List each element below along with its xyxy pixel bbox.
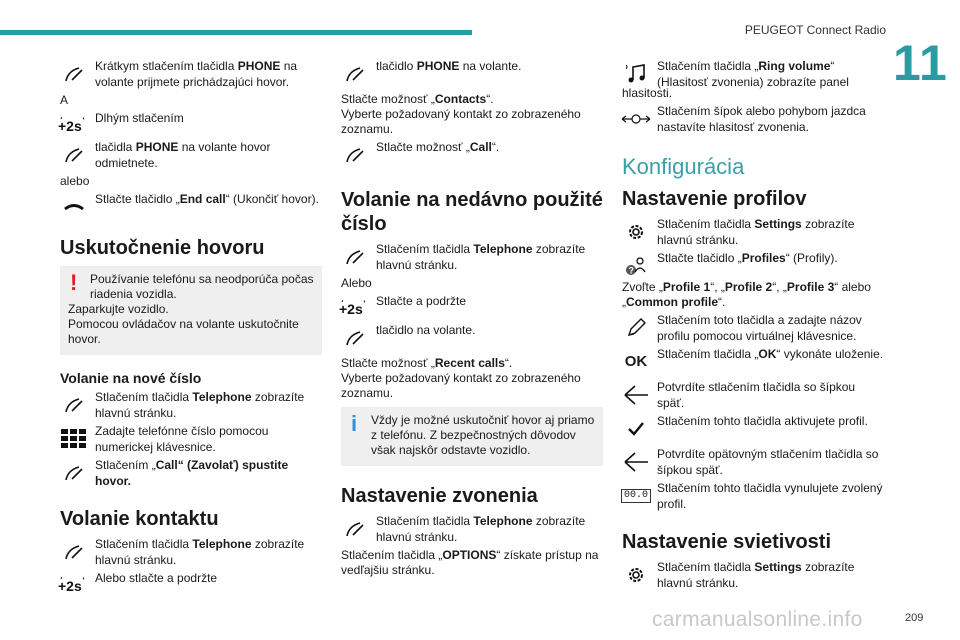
profile-question-icon (620, 251, 652, 281)
heading-brightness: Nastavenie svietivosti (622, 531, 831, 553)
step-phone-button: tlačidlo PHONE na volante. (341, 59, 603, 89)
heading-ringtone: Nastavenie zvonenia (341, 485, 538, 507)
step-call-option: Stlačte možnosť „Call“. (341, 140, 603, 170)
long-press-2s-icon (58, 111, 90, 141)
info-note: i Vždy je možné uskutočniť hovor aj priamo z telefónu. Z bezpečnostných dôvodov však najskôr odstavte vozidlo. (341, 407, 603, 466)
steering-wheel-press-icon (58, 537, 90, 567)
para-options: Stlačením tlačidla „OPTIONS“ získate prístup na vedľajšiu stránku. (341, 548, 599, 577)
steering-wheel-press-icon (58, 458, 90, 488)
header-title: PEUGEOT Connect Radio (744, 23, 886, 37)
para-a: A (60, 93, 69, 107)
step-back-confirm: Potvrdíte stlačením tlačidla so šípkou späť. (622, 380, 884, 411)
heading-make-call: Uskutočnenie hovoru (60, 237, 265, 259)
warning-note: ! Používanie telefónu sa neodporúča počas riadenia vozidla. Zaparkujte vozidlo. Pomocou ovládačov na volante uskutočnite hovor. (60, 266, 322, 355)
ok-icon: OK (624, 353, 648, 371)
para-recent-calls: Stlačte možnosť „Recent calls“. Vyberte požadovaný kontakt zo zobrazeného zoznamu. (341, 356, 581, 400)
para-alebo-2: Alebo (341, 276, 372, 290)
step-enter-number: Zadajte telefónne číslo pomocou numerickej klávesnice. (60, 424, 322, 455)
svg-text:+2s: +2s (339, 301, 363, 317)
steering-wheel-press-icon (58, 140, 90, 170)
column-2 (341, 56, 603, 578)
step-telephone-main-4: Stlačením tlačidla Telephone zobrazíte hlavnú stránku. (341, 514, 603, 545)
reset-icon: 00.0 (620, 481, 652, 511)
step-settings: Stlačením tlačidla Settings zobrazíte hlavnú stránku. (622, 217, 884, 248)
step-telephone-main: Stlačením tlačidla Telephone zobrazíte hlavnú stránku. (60, 390, 322, 421)
steering-wheel-press-icon (339, 323, 371, 353)
step-telephone-main-2: Stlačením tlačidla Telephone zobrazíte hlavnú stránku. (60, 537, 322, 568)
info-icon: i (351, 411, 358, 436)
step-profiles: ? Stlačte tlačidlo „Profiles“ (Profily). (622, 251, 884, 277)
step-end-call: Stlačte tlačidlo „End call“ (Ukončiť hovor). (60, 192, 322, 218)
svg-text:?: ? (628, 265, 634, 276)
heading-configuration: Konfigurácia (622, 154, 745, 179)
svg-text:+2s: +2s (58, 118, 82, 134)
para-alebo: alebo (60, 174, 90, 188)
heading-call-contact: Volanie kontaktu (60, 508, 219, 530)
step-back-confirm-2: Potvrdíte opätovným stlačením tlačidla so šípkou späť. (622, 447, 884, 478)
step-reset-profile: 00.0 Stlačením tohto tlačidla vynulujete zvolený profil. (622, 481, 884, 512)
svg-text:+2s: +2s (58, 578, 82, 594)
step-press-hold: +2s Alebo stlačte a podržte (60, 571, 322, 597)
step-long-press: +2s Dlhým stlačením (60, 111, 322, 137)
column-3 (622, 56, 884, 591)
back-arrow-icon (620, 380, 652, 410)
step-profile-name: Stlačením toto tlačidla a zadajte názov profilu pomocou virtuálnej klávesnice. (622, 313, 884, 344)
steering-wheel-press-icon (58, 59, 90, 89)
heading-profiles: Nastavenie profilov (622, 188, 807, 210)
hang-up-icon (58, 192, 90, 222)
long-press-2s-icon (339, 294, 371, 324)
watermark: carmanualsonline.info (652, 608, 863, 631)
step-wheel-button: tlačidlo na volante. (341, 323, 603, 353)
slider-icon (620, 104, 652, 134)
steering-wheel-press-icon (339, 59, 371, 89)
step-activate-profile: Stlačením tohto tlačidla aktivujete profil. (622, 414, 884, 444)
warning-exclamation-icon: ! (70, 270, 78, 295)
header-accent-bar (0, 30, 472, 35)
chapter-number: 11 (893, 35, 948, 91)
step-call-start: Stlačením „Call“ (Zavolať) spustite hovor. (60, 458, 322, 489)
steering-wheel-press-icon (58, 390, 90, 420)
steering-wheel-press-icon (339, 242, 371, 272)
step-ring-volume: Stlačením tlačidla „Ring volume“ (Hlasitosť zvonenia) zobrazíte panel (622, 59, 884, 90)
column-1 (60, 56, 322, 597)
step-telephone-main-3: Stlačením tlačidla Telephone zobrazíte hlavnú stránku. (341, 242, 603, 273)
para-select-profile: Zvoľte „Profile 1“, „Profile 2“, „Profile 3“ alebo „Common profile“. (622, 280, 871, 309)
pencil-icon (620, 313, 652, 343)
step-ok-save: OK Stlačením tlačidla „OK“ vykonáte uloženie. (622, 347, 884, 377)
steering-wheel-press-icon (339, 514, 371, 544)
checkmark-icon (620, 414, 652, 444)
step-reject-call: tlačidla PHONE na volante hovor odmietnete. (60, 140, 322, 171)
gear-icon (620, 217, 652, 247)
heading-new-number: Volanie na nové číslo (60, 370, 202, 386)
steering-wheel-press-icon (339, 140, 371, 170)
step-answer-call: Krátkym stlačením tlačidla PHONE na volante prijmete prichádzajúci hovor. (60, 59, 322, 90)
step-settings-2: Stlačením tlačidla Settings zobrazíte hlavnú stránku. (622, 560, 884, 591)
back-arrow-icon (620, 447, 652, 477)
para-contacts: Stlačte možnosť „Contacts“. Vyberte požadovaný kontakt zo zobrazeného zoznamu. (341, 92, 581, 136)
heading-recent-number: Volanie na nedávno použité číslo (341, 189, 603, 235)
keypad-icon (58, 424, 90, 454)
para-volume: hlasitosti. (622, 86, 673, 100)
step-volume-slider: Stlačením šípok alebo pohybom jazdca nastavíte hlasitosť zvonenia. (622, 104, 884, 135)
page-number: 209 (905, 612, 924, 624)
music-note-icon (620, 59, 652, 89)
long-press-2s-icon (58, 571, 90, 601)
step-press-hold-2: +2s Stlačte a podržte (341, 294, 603, 320)
gear-icon (620, 560, 652, 590)
